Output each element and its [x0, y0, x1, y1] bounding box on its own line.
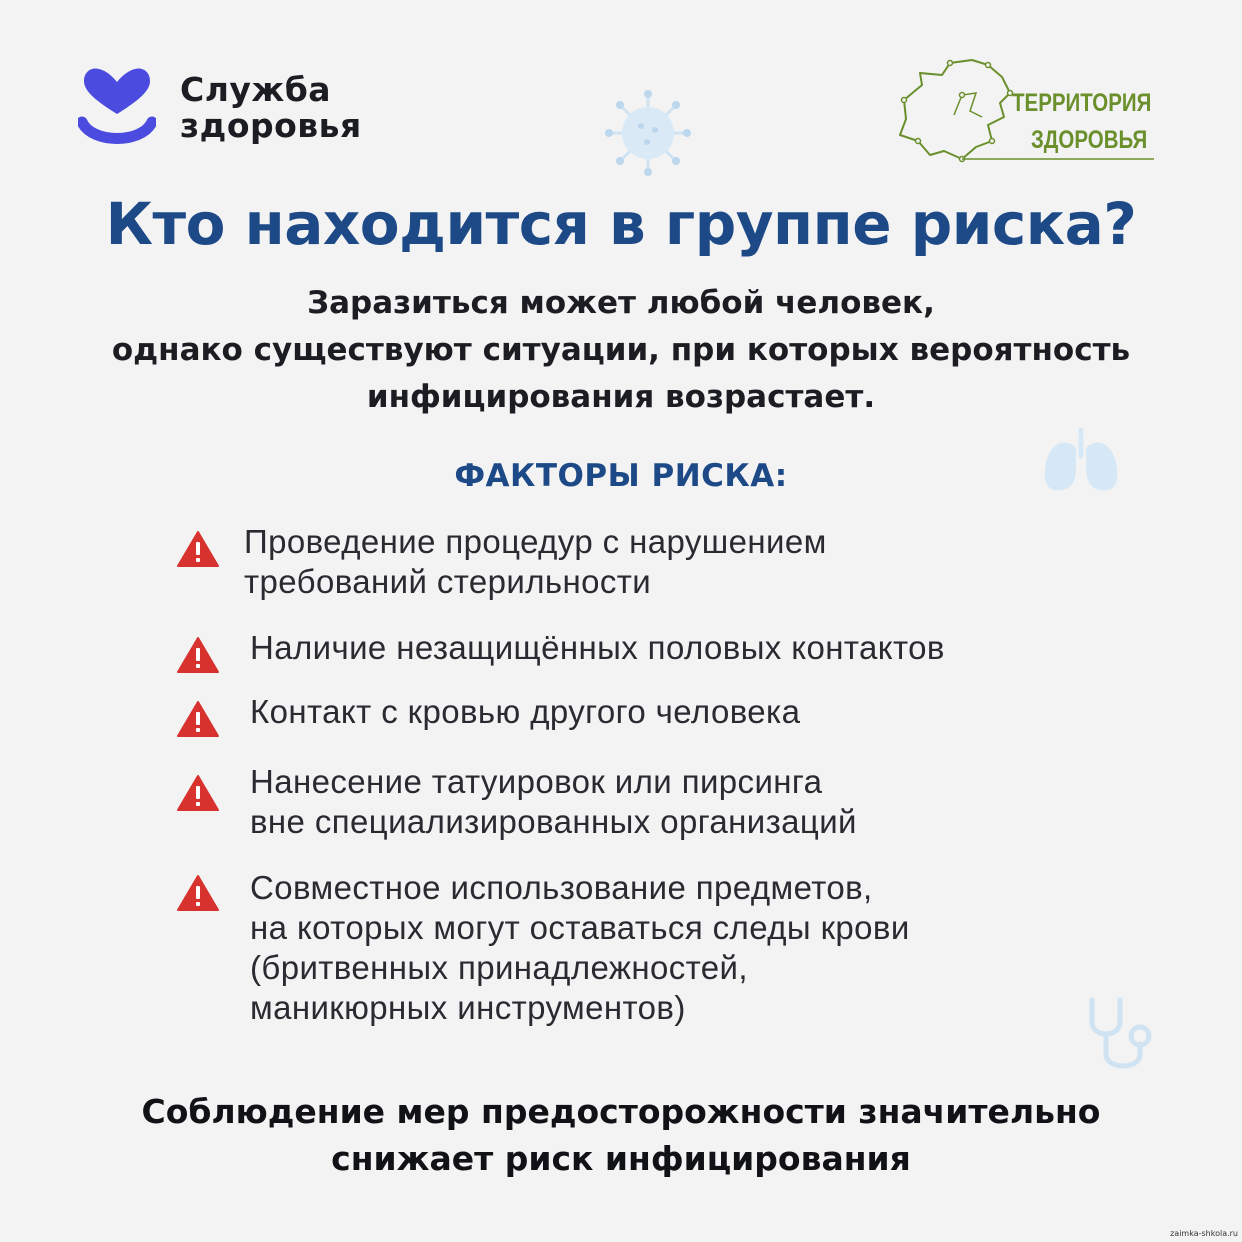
risk-factor-text	[244, 522, 827, 602]
risk-factors-heading: ФАКТОРЫ РИСКА:	[454, 458, 788, 494]
logo-left-text	[180, 72, 362, 144]
risk-factor-text	[250, 628, 945, 668]
logo-left-line1: Служба	[180, 70, 332, 109]
logo-sluzhba-zdorovya	[78, 68, 362, 148]
risk-factor-item	[176, 522, 827, 602]
conclusion-line: Соблюдение мер предосторожности значительно	[141, 1092, 1101, 1131]
intro-line: инфицирования возрастает.	[366, 379, 876, 415]
risk-factor-line: (бритвенных принадлежностей,	[250, 949, 748, 986]
warning-triangle-icon	[176, 774, 220, 812]
risk-factor-line: Совместное использование предметов,	[250, 869, 873, 906]
risk-factor-item	[176, 628, 945, 674]
risk-factor-line: вне специализированных организаций	[250, 803, 857, 840]
intro-text	[20, 280, 1222, 421]
warning-triangle-icon	[176, 530, 220, 568]
risk-factor-item	[176, 692, 800, 738]
risk-factor-line: требований стерильности	[244, 563, 652, 600]
conclusion-line: снижает риск инфицирования	[331, 1139, 911, 1178]
risk-factor-line: Контакт с кровью другого человека	[250, 693, 801, 730]
heart-smile-logo-icon	[78, 68, 156, 148]
logo-territoriya-zdorovya	[892, 55, 1154, 165]
intro-line: однако существуют ситуации, при которых вероятность	[111, 332, 1131, 368]
warning-triangle-icon	[176, 636, 220, 674]
risk-factor-text	[250, 762, 857, 842]
logo-right-line2: ЗДОРОВЬЯ	[1030, 126, 1148, 154]
risk-factor-line: на которых могут оставаться следы крови	[250, 909, 910, 946]
intro-line: Заразиться может любой человек,	[307, 285, 935, 321]
risk-factor-line: Наличие незащищённых половых контактов	[250, 629, 945, 666]
watermark: zaimka-shkola.ru	[1170, 1229, 1238, 1238]
warning-triangle-icon	[176, 874, 220, 912]
logo-right-text	[1012, 85, 1151, 159]
risk-factor-item	[176, 868, 910, 1028]
logo-left-line2: здоровья	[180, 106, 362, 145]
risk-factor-text	[250, 868, 910, 1028]
risk-factor-item	[176, 762, 857, 842]
conclusion-text	[0, 1088, 1242, 1182]
stethoscope-icon	[1084, 996, 1156, 1076]
risk-factor-line: Нанесение татуировок или пирсинга	[250, 763, 823, 800]
warning-triangle-icon	[176, 700, 220, 738]
page-title: Кто находится в группе риска?	[105, 190, 1137, 258]
virus-icon	[605, 90, 691, 176]
risk-factor-line: Проведение процедур с нарушением	[244, 523, 827, 560]
logo-right-line1: ТЕРРИТОРИЯ	[1012, 89, 1152, 117]
risk-factor-text	[250, 692, 800, 732]
risk-factor-line: маникюрных инструментов)	[250, 989, 686, 1026]
